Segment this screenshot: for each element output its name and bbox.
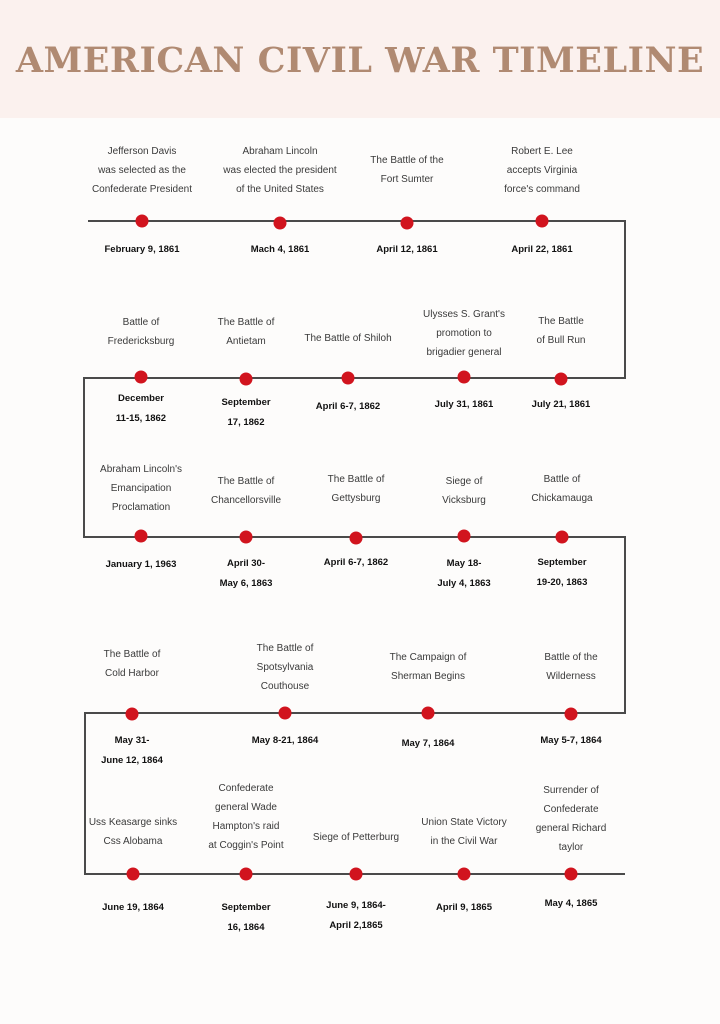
event-description: Union State Victory in the Civil War [421, 817, 507, 847]
timeline-dot [458, 530, 471, 543]
event-description: Battle of Fredericksburg [107, 317, 175, 347]
timeline-dot [350, 868, 363, 881]
event-date: June 9, 1864- April 2,1865 [326, 900, 386, 931]
timeline-dot [536, 215, 549, 228]
timeline-dot [136, 215, 149, 228]
event-description: Battle of Chickamauga [531, 474, 593, 504]
timeline-dot [565, 708, 578, 721]
timeline-dot [240, 531, 253, 544]
event-description: The Battle of the Fort Sumter [370, 155, 444, 185]
event-description: Ulysses S. Grant's promotion to brigadier general [423, 309, 505, 358]
timeline-dot [565, 868, 578, 881]
timeline-dot [127, 868, 140, 881]
event-date: September 17, 1862 [221, 397, 271, 428]
timeline-dot [458, 868, 471, 881]
event-date: January 1, 1963 [105, 559, 177, 570]
event-date: May 5-7, 1864 [540, 735, 602, 746]
event-description: Surrender of Confederate general Richard taylor [535, 785, 607, 853]
event-description: The Battle of Shiloh [304, 333, 392, 344]
event-date: May 8-21, 1864 [251, 735, 319, 746]
event-date: Mach 4, 1861 [250, 244, 310, 255]
timeline-dot [274, 217, 287, 230]
event-description: Uss Keasarge sinks Css Alobama [88, 817, 178, 847]
event-description: The Battle of Cold Harbor [103, 649, 161, 679]
timeline-dot [422, 707, 435, 720]
event-description: Abraham Lincoln was elected the president of the United States [223, 146, 337, 195]
event-date: April 30- May 6, 1863 [219, 558, 273, 589]
event-description: The Battle of Antietam [217, 317, 275, 347]
event-date: May 18- July 4, 1863 [437, 558, 491, 589]
page-title: AMERICAN CIVIL WAR TIMELINE [15, 40, 705, 81]
timeline-dot [458, 371, 471, 384]
timeline-dot [401, 217, 414, 230]
timeline-dot [126, 708, 139, 721]
event-description: Robert E. Lee accepts Virginia force's command [504, 146, 580, 195]
timeline-dot [555, 373, 568, 386]
event-date: April 6-7, 1862 [315, 401, 381, 412]
timeline-dot [342, 372, 355, 385]
event-description: The Campaign of Sherman Begins [389, 652, 467, 682]
event-description: Battle of the Wilderness [544, 652, 598, 682]
event-date: April 22, 1861 [511, 244, 573, 255]
event-date: September 19-20, 1863 [536, 557, 588, 588]
event-description: Siege of Vicksburg [442, 476, 486, 506]
event-date: June 19, 1864 [102, 902, 164, 913]
event-date: May 31- June 12, 1864 [101, 735, 163, 766]
timeline-dot [135, 530, 148, 543]
timeline-dot [279, 707, 292, 720]
event-date: December 11-15, 1862 [115, 393, 167, 424]
event-description: The Battle of Spotsylvania Couthouse [256, 643, 314, 692]
event-date: February 9, 1861 [104, 244, 180, 255]
event-description: Confederate general Wade Hampton's raid at Coggin's Point [208, 783, 284, 851]
event-date: May 7, 1864 [401, 738, 455, 749]
event-date: April 9, 1865 [436, 902, 492, 913]
event-description: Abraham Lincoln's Emancipation Proclamation [100, 464, 182, 513]
event-date: July 21, 1861 [531, 399, 591, 410]
event-date: April 12, 1861 [376, 244, 438, 255]
event-date: May 4, 1865 [544, 898, 598, 909]
event-description: The Battle of Bull Run [536, 316, 586, 346]
timeline-dot [350, 532, 363, 545]
event-date: September 16, 1864 [221, 902, 271, 933]
event-date: July 31, 1861 [434, 399, 494, 410]
timeline-dot [240, 373, 253, 386]
event-description: Siege of Petterburg [312, 832, 400, 843]
event-date: April 6-7, 1862 [323, 557, 389, 568]
event-description: Jefferson Davis was selected as the Confederate President [91, 146, 193, 195]
timeline-dot [556, 531, 569, 544]
event-description: The Battle of Gettysburg [327, 474, 385, 504]
timeline-dot [135, 371, 148, 384]
event-description: The Battle of Chancellorsville [210, 476, 282, 506]
timeline-dot [240, 868, 253, 881]
